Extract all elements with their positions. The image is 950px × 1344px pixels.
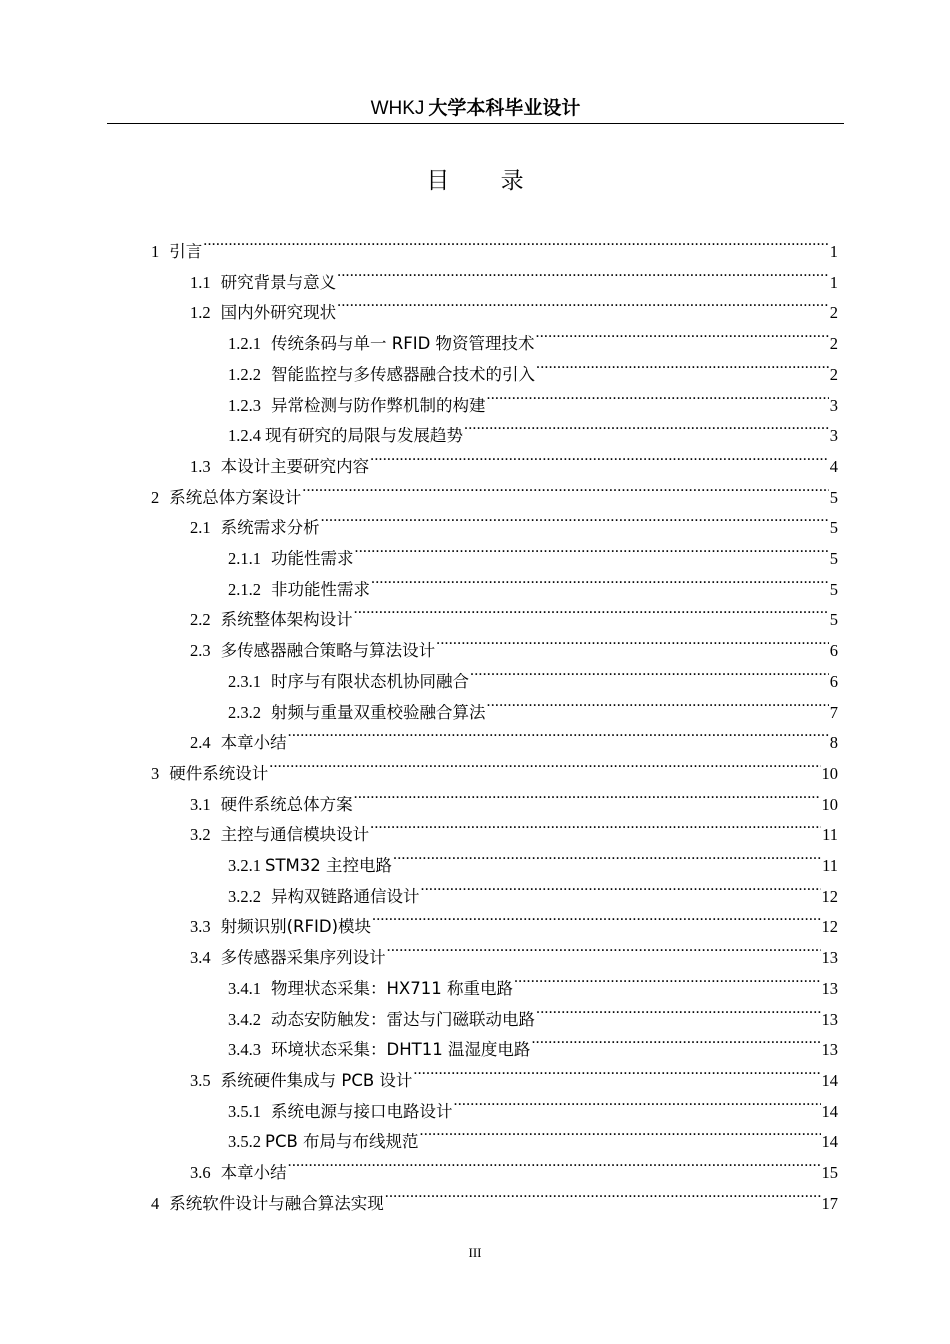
- toc-entry-page: 2: [829, 364, 838, 384]
- toc-entry-title: 射频与重量双重校验融合算法: [271, 702, 486, 722]
- toc-entry-title: 本章小结: [220, 733, 287, 753]
- toc-dot-leader: [321, 503, 829, 533]
- toc-entry[interactable]: [151, 473, 838, 507]
- toc-dot-leader: [354, 595, 829, 625]
- toc-dot-leader: [355, 534, 829, 564]
- toc-entry[interactable]: [228, 381, 838, 415]
- toc-dot-leader: [337, 288, 829, 318]
- toc-entry-number: 1.2.2: [228, 364, 261, 384]
- toc-entry-title: 异常检测与防作弊机制的构建: [271, 395, 486, 415]
- toc-entry-title: 系统硬件集成与 PCB 设计: [220, 1070, 413, 1090]
- toc-entry-title: 引言: [169, 242, 203, 261]
- toc-dot-leader: [514, 964, 821, 994]
- toc-dot-leader: [421, 872, 821, 902]
- toc-entry-number: 3.6: [190, 1163, 211, 1182]
- toc-entry-page: 13: [821, 978, 838, 998]
- toc-dot-leader: [470, 657, 829, 687]
- toc-dot-leader: [413, 1056, 820, 1086]
- toc-entry-page: 17: [821, 1193, 838, 1213]
- toc-entry-number: 2.3.1: [228, 671, 261, 691]
- toc-entry-page: 13: [821, 948, 838, 968]
- toc-entry[interactable]: [228, 319, 838, 354]
- toc-entry-number: 2.3.2: [228, 702, 261, 722]
- toc-entry-number: 2.2: [190, 610, 211, 630]
- toc-entry[interactable]: [228, 350, 838, 384]
- toc-dot-leader: [487, 381, 829, 411]
- toc-entry[interactable]: [228, 411, 838, 446]
- toc-entry-number: 1.2.4: [228, 426, 261, 446]
- toc-entry-title: 智能监控与多传感器融合技术的引入: [271, 364, 535, 384]
- header-prefix: WHKJ: [370, 98, 425, 119]
- toc-entry[interactable]: [190, 288, 838, 323]
- toc-entry[interactable]: [228, 841, 838, 875]
- toc-dot-leader: [370, 810, 821, 840]
- toc-entry[interactable]: [190, 780, 838, 814]
- toc-entry-title: 系统需求分析: [220, 518, 320, 538]
- toc-entry-number: 3.5.2: [228, 1132, 261, 1152]
- header-rule: [107, 123, 844, 124]
- toc-entry[interactable]: [190, 503, 838, 538]
- toc-entry[interactable]: [228, 964, 838, 998]
- toc-entry-page: 1: [829, 272, 838, 292]
- toc-entry-title: 异构双链路通信设计: [271, 886, 420, 906]
- toc-entry-number: 3.4.2: [228, 1009, 261, 1029]
- toc-entry-title: 时序与有限状态机协同融合: [271, 671, 469, 691]
- toc-dot-leader: [536, 319, 829, 349]
- toc-entry-page: 14: [821, 1132, 838, 1152]
- toc-entry-title: 硬件系统总体方案: [220, 794, 353, 814]
- toc-entry-page: 10: [821, 763, 838, 783]
- toc-entry-title: 多传感器融合策略与算法设计: [220, 641, 436, 661]
- toc-entry-title: 系统总体方案设计: [169, 487, 302, 507]
- toc-entry-number: 3.5.1: [228, 1101, 261, 1121]
- toc-entry[interactable]: [151, 1179, 838, 1213]
- toc-dot-leader: [371, 565, 829, 595]
- toc-entry-title: 射频识别(RFID)模块: [220, 917, 372, 937]
- toc-entry[interactable]: [190, 1148, 838, 1182]
- toc-entry[interactable]: [151, 227, 838, 261]
- toc-entry[interactable]: [190, 595, 838, 630]
- toc-entry-number: 2.4: [190, 733, 211, 753]
- toc-entry-title: 功能性需求: [271, 549, 354, 568]
- toc-entry-page: 5: [829, 518, 838, 538]
- toc-entry-number: 3.2.2: [228, 886, 261, 906]
- toc-dot-leader: [464, 411, 829, 441]
- toc-entry-number: 3.4.3: [228, 1040, 261, 1060]
- toc-entry-page: 15: [821, 1163, 838, 1182]
- page-header: [107, 92, 844, 124]
- toc-entry-number: 3: [151, 763, 160, 783]
- toc-entry[interactable]: [190, 626, 838, 661]
- toc-entry-number: 1.1: [190, 272, 211, 292]
- toc-entry-number: 1.2.1: [228, 334, 261, 354]
- toc-entry[interactable]: [228, 534, 838, 568]
- toc-entry-page: 3: [829, 426, 838, 446]
- toc-entry-title: 国内外研究现状: [220, 303, 337, 323]
- toc-entry-title: 主控与通信模块设计: [220, 825, 370, 845]
- toc-entry-title: STM32 主控电路: [265, 856, 393, 875]
- toc-entry-number: 4: [151, 1193, 160, 1213]
- toc-entry-number: 1.2.3: [228, 395, 261, 415]
- toc-entry-title: 现有研究的局限与发展趋势: [265, 426, 463, 446]
- toc-entry[interactable]: [228, 565, 838, 599]
- toc-dot-leader: [288, 718, 829, 748]
- toc-entry-page: 7: [829, 702, 838, 722]
- toc-dot-leader: [203, 227, 829, 257]
- toc-entry[interactable]: [190, 933, 838, 968]
- toc-dot-leader: [372, 902, 820, 932]
- toc-entry-number: 2.1.1: [228, 549, 261, 568]
- toc-dot-leader: [269, 749, 820, 779]
- toc-dot-leader: [337, 258, 829, 288]
- toc-entry-page: 11: [822, 825, 838, 845]
- toc-entry-page: 2: [829, 334, 838, 354]
- toc-entry[interactable]: [190, 258, 838, 292]
- toc-entry-number: 3.3: [190, 917, 211, 937]
- toc-entry-page: 11: [822, 856, 838, 875]
- toc-dot-leader: [385, 1179, 821, 1209]
- toc-entry-title: 系统整体架构设计: [220, 610, 353, 630]
- toc-entry-page: 5: [829, 610, 838, 630]
- toc-entry[interactable]: [190, 718, 838, 753]
- toc-dot-leader: [536, 995, 821, 1025]
- toc-dot-leader: [536, 350, 829, 380]
- toc-entry-page: 2: [829, 303, 838, 323]
- toc-entry-title: 非功能性需求: [271, 579, 370, 599]
- toc-entry-number: 3.1: [190, 794, 211, 814]
- toc-entry-number: 1.3: [190, 456, 211, 476]
- toc-entry-title: 物理状态采集：HX711 称重电路: [271, 978, 513, 998]
- toc-dot-leader: [354, 780, 821, 810]
- toc-entry-number: 2.1: [190, 518, 211, 538]
- toc-entry-title: 硬件系统设计: [169, 763, 269, 783]
- toc-entry[interactable]: [190, 1056, 838, 1090]
- toc-entry-page: 14: [821, 1070, 838, 1090]
- toc-entry[interactable]: [228, 1025, 838, 1060]
- toc-entry[interactable]: [190, 442, 838, 476]
- toc-dot-leader: [487, 688, 829, 718]
- toc-dot-leader: [393, 841, 821, 871]
- toc-entry-title: PCB 布局与布线规范: [265, 1132, 419, 1152]
- toc-entry-title: 多传感器采集序列设计: [220, 948, 386, 968]
- toc-entry-page: 12: [821, 917, 838, 937]
- toc-entry[interactable]: [228, 1087, 838, 1121]
- toc-entry[interactable]: [228, 688, 838, 722]
- toc-entry-number: 1.2: [190, 303, 211, 323]
- toc-entry-number: 2.1.2: [228, 579, 261, 599]
- toc-entry-number: 3.2: [190, 825, 211, 845]
- toc-dot-leader: [370, 442, 829, 472]
- toc-entry-page: 6: [829, 671, 838, 691]
- toc-entry-page: 6: [829, 641, 838, 661]
- toc-entry[interactable]: [228, 872, 838, 906]
- toc-entry-page: 4: [829, 456, 838, 476]
- toc-entry-number: 3.4: [190, 948, 211, 968]
- toc-dot-leader: [420, 1117, 821, 1147]
- toc-entry-page: 13: [821, 1009, 838, 1029]
- toc-entry[interactable]: [228, 1117, 838, 1152]
- toc-entry-number: 2.3: [190, 641, 211, 661]
- toc-entry[interactable]: [228, 657, 838, 691]
- toc-entry-title: 本设计主要研究内容: [220, 456, 370, 476]
- toc-entry-title: 环境状态采集：DHT11 温湿度电路: [271, 1040, 531, 1060]
- toc-entry-number: 3.5: [190, 1070, 211, 1090]
- toc-dot-leader: [531, 1025, 820, 1055]
- toc-entry-page: 10: [821, 794, 838, 814]
- toc-entry-title: 本章小结: [220, 1163, 287, 1182]
- header-title: 大学本科毕业设计: [428, 97, 581, 119]
- toc-title: 目 录: [426, 168, 546, 194]
- toc-entry-page: 12: [821, 886, 838, 906]
- toc-entry-title: 系统软件设计与融合算法实现: [169, 1193, 384, 1213]
- toc-entry[interactable]: [151, 749, 838, 783]
- toc-entry-page: 5: [829, 487, 838, 507]
- toc-entry-page: 3: [829, 395, 838, 415]
- toc-entry-number: 3.4.1: [228, 978, 261, 998]
- toc-entry-page: 5: [829, 549, 838, 568]
- toc-dot-leader: [387, 933, 821, 963]
- toc-entry-page: 5: [829, 579, 838, 599]
- toc-entry-title: 系统电源与接口电路设计: [271, 1101, 453, 1121]
- toc-entry-number: 3.2.1: [228, 856, 261, 875]
- toc-entry-title: 研究背景与意义: [220, 272, 337, 292]
- toc-entry-page: 1: [829, 242, 838, 261]
- toc-dot-leader: [288, 1148, 821, 1178]
- toc-dot-leader: [454, 1087, 821, 1117]
- toc-dot-leader: [436, 626, 829, 656]
- toc-entry-page: 13: [821, 1040, 838, 1060]
- toc-entry[interactable]: [190, 810, 838, 845]
- toc-entry-number: 1: [151, 242, 160, 261]
- toc-entry[interactable]: [228, 995, 838, 1029]
- toc-dot-leader: [302, 473, 829, 503]
- toc-entry-number: 2: [151, 487, 160, 507]
- toc-entry-title: 动态安防触发：雷达与门磁联动电路: [271, 1009, 535, 1029]
- page-number: III: [468, 1245, 482, 1260]
- toc-entry[interactable]: [190, 902, 838, 937]
- toc-entry-title: 传统条码与单一 RFID 物资管理技术: [271, 334, 535, 354]
- toc-entry-page: 8: [829, 733, 838, 753]
- toc-entry-page: 14: [821, 1101, 838, 1121]
